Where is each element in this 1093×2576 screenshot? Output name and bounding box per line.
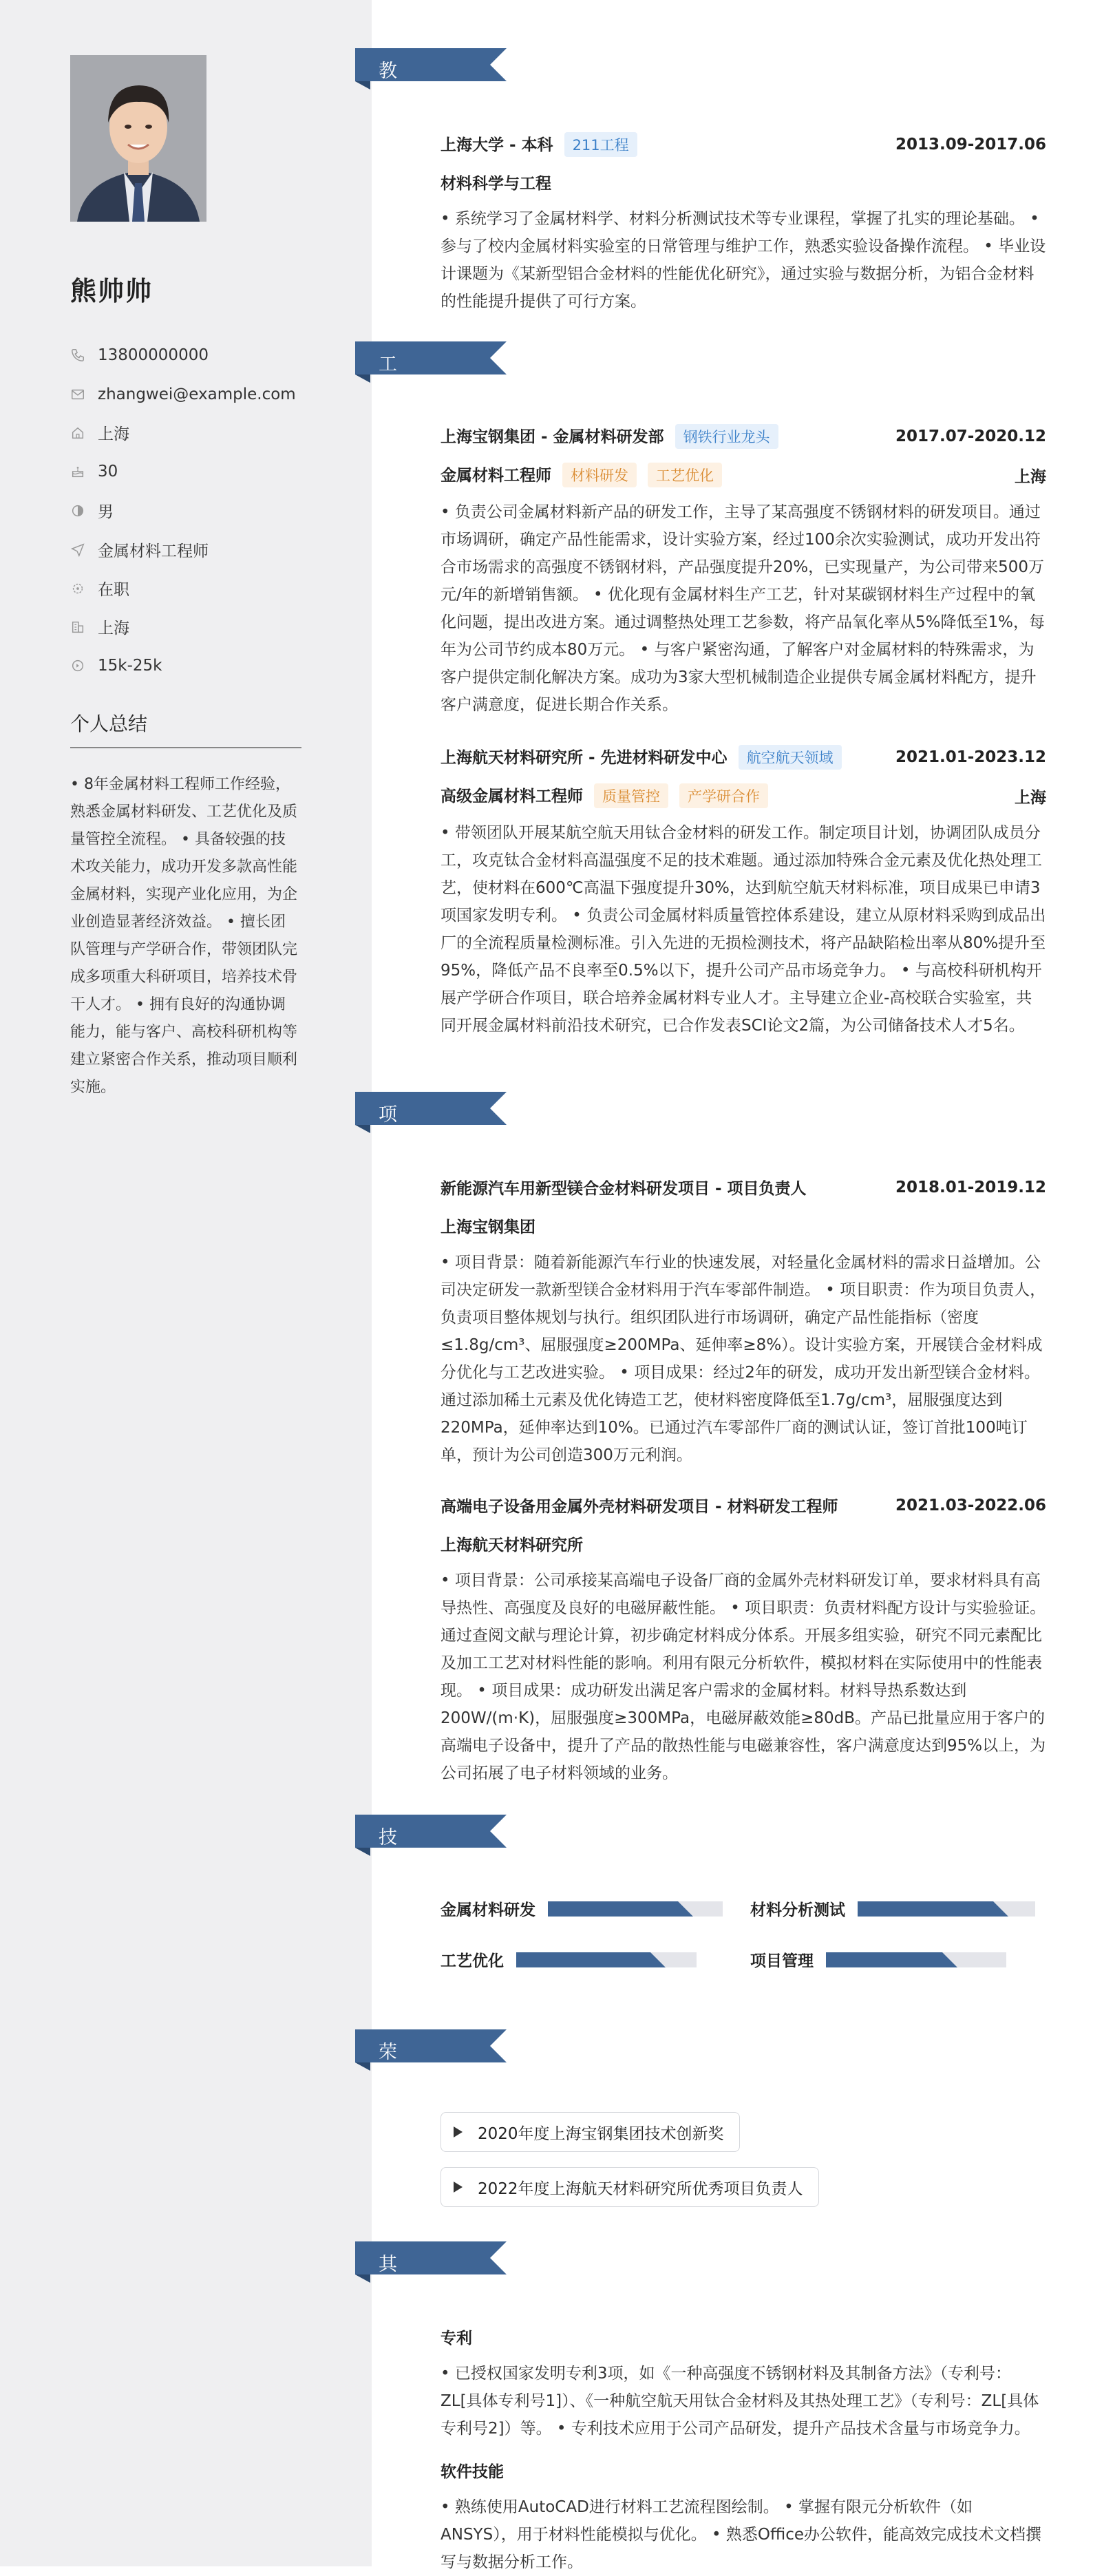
work-city: 上海 <box>1015 788 1046 807</box>
triangle-icon <box>454 2126 463 2137</box>
section-title: 工作经历 <box>379 354 398 456</box>
profile-photo <box>70 55 206 222</box>
home-icon <box>70 425 85 441</box>
info-age <box>70 452 304 491</box>
building-icon <box>70 620 85 635</box>
info-gender <box>70 492 304 530</box>
award-text: 2022年度上海航天材料研究所优秀项目负责人 <box>478 2179 803 2198</box>
section-title: 其他信息 <box>379 2254 398 2356</box>
skill-name: 项目管理 <box>750 1952 814 1970</box>
phone-icon <box>70 348 85 363</box>
skill-item <box>750 1897 1035 1920</box>
skill-name: 工艺优化 <box>441 1952 504 1970</box>
section-title: 教育经历 <box>379 61 398 162</box>
info-location <box>70 414 304 452</box>
project-0-header <box>441 1176 1046 1199</box>
skill-bar <box>826 1952 1006 1967</box>
work-city: 上海 <box>1015 467 1046 486</box>
info-status <box>70 569 304 607</box>
summary-title: 个人总结 <box>70 712 148 735</box>
info-value: 上海 <box>98 620 129 638</box>
project-0-org-row <box>441 1214 1046 1237</box>
work-title: 高级金属材料工程师 <box>441 788 583 805</box>
work-1-header <box>441 745 1046 770</box>
skill-name: 材料分析测试 <box>750 1901 845 1919</box>
education-desc: • 系统学习了金属材料学、材料分析测试技术等专业课程，掌握了扎实的理论基础。 • 参与了校内金属材料实验室的日常管理与维护工作，熟悉实验设备操作流程。 • 毕业设计课题为《某新型铝合金材料的性能优化研究》，通过实验与数据分析，为铝合金材料的性能提升提供了可行方案。 <box>441 210 1046 310</box>
skill-item <box>441 1948 697 1971</box>
work-company-tag: 航空航天领域 <box>739 745 842 770</box>
work-tag: 工艺优化 <box>648 463 722 487</box>
education-tag: 211工程 <box>564 132 637 157</box>
summary-divider <box>70 747 301 748</box>
project-date: 2021.03-2022.06 <box>895 1496 1046 1514</box>
section-title: 荣誉奖项 <box>379 2042 398 2144</box>
skill-bar <box>858 1901 1035 1917</box>
skill-name: 金属材料研发 <box>441 1901 535 1919</box>
summary-text: • 8年金属材料工程师工作经验，熟悉金属材料研发、工艺优化及质量管控全流程。 • 具备较强的技术攻关能力，成功开发多款高性能金属材料，实现产业化应用，为企业创造显著经济效益。 • 擅长团队管理与产学研合作，带领团队完成多项重大科研项目，培养技术骨干人才。 • 拥有良好的沟通协调能力，能与客户、高校科研机构等建立紧密合作关系，推动项目顺利实施。 <box>70 776 298 1096</box>
skill-item <box>750 1948 1006 1971</box>
project-name: 新能源汽车用新型镁合金材料研发项目 - 项目负责人 <box>441 1180 807 1198</box>
info-value: 上海 <box>98 425 129 444</box>
project-0-desc: • 项目背景：随着新能源汽车行业的快速发展，对轻量化金属材料的需求日益增加。公司决定研发一款新型镁合金材料用于汽车零部件制造。 • 项目职责：作为项目负责人，负责项目整体规划与执行。组织团队进行市场调研，确定产品性能指标（密度≤1.8g/cm³、屈服强度≥200MPa、延伸率≥8%）。设计实验方案，开展镁合金材料成分优化与工艺改进实验。 • 项目成果：经过2年的研发，成功开发出新型镁合金材料。通过添加稀土元素及优化铸造工艺，使材料密度降低至1.7g/cm³，屈服强度达到220MPa，延伸率达到10%。已通过汽车零部件厂商的测试认证，签订首批100吨订单，预计为公司创造300万元利润。 <box>441 1254 1046 1464</box>
info-email <box>70 374 304 413</box>
project-org: 上海宝钢集团 <box>441 1218 535 1236</box>
info-value: zhangwei@example.com <box>98 385 296 403</box>
work-tag: 产学研合作 <box>679 783 768 808</box>
skill-bar <box>516 1952 697 1967</box>
work-1-desc: • 带领团队开展某航空航天用钛合金材料的研发工作。制定项目计划，协调团队成员分工，攻克钛合金材料高温强度不足的技术难题。通过添加特殊合金元素及优化热处理工艺，使材料在600℃高温下强度提升30%，达到航空航天材料标准，项目成果已申请3项国家发明专利。 • 负责公司金属材料质量管控体系建设，建立从原材料采购到成品出厂的全流程质量检测标准。引入先进的无损检测技术，将产品缺陷检出率从80%提升至95%，降低产品不良率至0.5%以下，提升公司产品市场竞争力。 • 与高校科研机构开展产学研合作项目，联合培养金属材料专业人才。主导建立企业-高校联合实验室，共同开展金属材料前沿技术研究，已合作发表SCI论文2篇，为公司储备技术人才5名。 <box>441 824 1046 1035</box>
project-name: 高端电子设备用金属外壳材料研发项目 - 材料研发工程师 <box>441 1498 838 1516</box>
project-1-header <box>441 1494 1046 1517</box>
section-title: 项目经历 <box>379 1104 398 1206</box>
education-major: 材料科学与工程 <box>441 175 551 193</box>
education-row <box>441 132 1046 157</box>
other-0-desc: • 已授权国家发明专利3项，如《一种高强度不锈钢材料及其制备方法》（专利号：ZL[具体专利号1]）、《一种航空航天用钛合金材料及其热处理工艺》（专利号：ZL[具体专利号2]）等。 • 专利技术应用于公司产品研发，提升产品技术含量与市场竞争力。 <box>441 2365 1039 2438</box>
project-org: 上海航天材料研究所 <box>441 1537 583 1554</box>
other-0-title-row <box>441 2325 1046 2348</box>
info-value: 在职 <box>98 581 129 600</box>
salary-icon <box>70 658 85 673</box>
education-date: 2013.09-2017.06 <box>895 136 1046 154</box>
work-0-desc: • 负责公司金属材料新产品的研发工作，主导了某高强度不锈钢材料的研发项目。通过市场调研，确定产品性能需求，设计实验方案，经过100余次实验测试，成功开发出符合市场需求的高强度不锈钢材料，产品强度提升20%，已实现量产，为公司带来500万元/年的新增销售额。 • 优化现有金属材料生产工艺，针对某碳钢材料生产过程中的氧化问题，提出改进方案。通过调整热处理工艺参数，将产品氧化率从5%降低至1%，每年为公司节约成本80万元。 • 与客户紧密沟通，了解客户对金属材料的特殊需求，为客户提供定制化解决方案。成功为3家大型机械制造企业提供专属金属材料配方，提升客户满意度，促进长期合作关系。 <box>441 503 1045 714</box>
info-value: 金属材料工程师 <box>98 542 209 560</box>
status-icon <box>70 581 85 596</box>
info-salary <box>70 646 304 685</box>
other-1-title-row <box>441 2459 1046 2482</box>
info-value: 男 <box>98 503 114 522</box>
section-title: 技能专长 <box>379 1827 398 1929</box>
triangle-icon <box>454 2182 463 2193</box>
project-1-desc: • 项目背景：公司承接某高端电子设备厂商的金属外壳材料研发订单，要求材料具有高导热性、高强度及良好的电磁屏蔽性能。 • 项目职责：负责材料配方设计与实验验证。通过查阅文献与理论计算，初步确定材料成分体系。开展多组实验，研究不同元素配比及加工工艺对材料性能的影响。利用有限元分析软件，模拟材料在实际使用中的性能表现。 • 项目成果：成功研发出满足客户需求的金属材料。材料导热系数达到200W/(m·K)，屈服强度≥300MPa，电磁屏蔽效能≥80dB。产品已批量应用于客户的高端电子设备中，提升了产品的散热性能与电磁兼容性，客户满意度达到95%以上，为公司拓展了电子材料领域的业务。 <box>441 1572 1046 1782</box>
contact-info-list <box>70 336 304 686</box>
work-title: 金属材料工程师 <box>441 467 551 485</box>
work-date: 2021.01-2023.12 <box>895 748 1046 766</box>
award-item <box>441 2112 740 2152</box>
education-major-row <box>441 171 1046 193</box>
other-1-desc: • 熟练使用AutoCAD进行材料工艺流程图绘制。 • 掌握有限元分析软件（如ANSYS），用于材料性能模拟与优化。 • 熟悉Office办公软件，能高效完成技术文档撰写与数据分析工作。 <box>441 2498 1042 2571</box>
cake-icon <box>70 464 85 479</box>
info-work-city <box>70 608 304 646</box>
info-value: 13800000000 <box>98 346 209 365</box>
award-text: 2020年度上海宝钢集团技术创新奖 <box>478 2124 724 2143</box>
profile-name: 熊帅帅 <box>70 276 153 306</box>
work-0-header <box>441 424 1046 449</box>
mail-icon <box>70 387 85 402</box>
project-1-org-row <box>441 1532 1046 1555</box>
info-phone <box>70 336 304 374</box>
work-0-title-row <box>441 463 1046 487</box>
award-item <box>441 2167 819 2207</box>
work-date: 2017.07-2020.12 <box>895 427 1046 445</box>
other-title: 软件技能 <box>441 2463 504 2481</box>
other-title: 专利 <box>441 2330 472 2347</box>
work-tag: 质量管控 <box>594 783 668 808</box>
work-company: 上海宝钢集团 - 金属材料研发部 <box>441 428 664 446</box>
work-tag: 材料研发 <box>562 463 637 487</box>
work-company-tag: 钢铁行业龙头 <box>675 424 778 449</box>
info-position <box>70 530 304 569</box>
gender-icon <box>70 503 85 518</box>
skill-item <box>441 1897 723 1920</box>
info-value: 30 <box>98 463 118 481</box>
skill-bar <box>548 1901 723 1917</box>
project-date: 2018.01-2019.12 <box>895 1178 1046 1196</box>
work-company: 上海航天材料研究所 - 先进材料研发中心 <box>441 749 728 767</box>
education-school: 上海大学 - 本科 <box>441 136 553 154</box>
sidebar <box>0 0 372 2566</box>
work-1-title-row <box>441 783 1046 808</box>
info-value: 15k-25k <box>98 657 162 675</box>
send-icon <box>70 542 85 557</box>
